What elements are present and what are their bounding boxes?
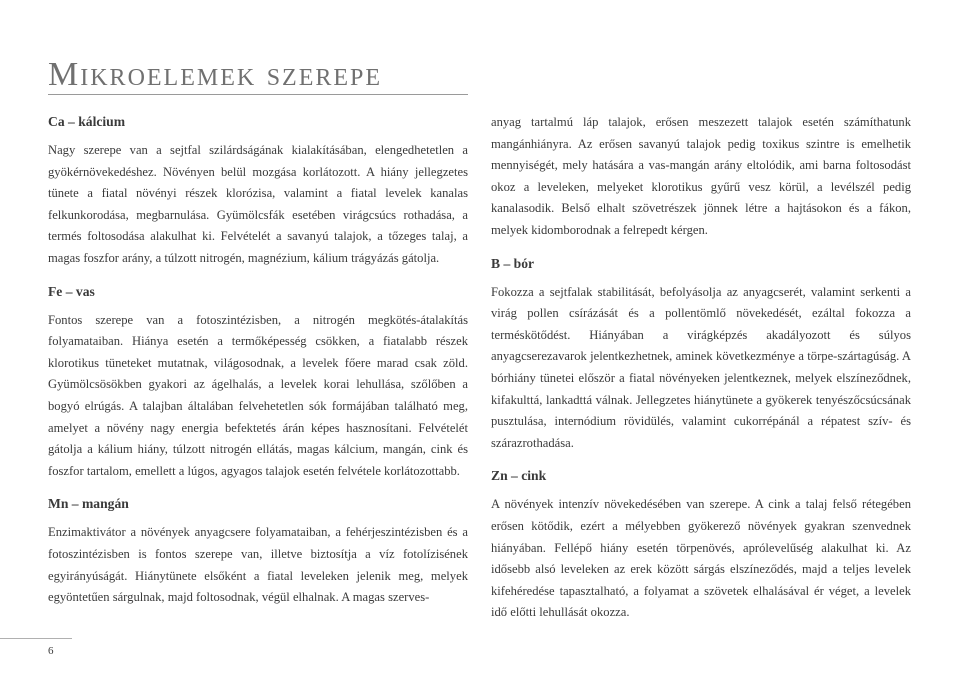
section-heading-zn: Zn – cink <box>491 468 547 484</box>
section-heading-b: B – bór <box>491 255 535 271</box>
section-body-fe: Fontos szerepe van a fotoszintézisben, a nitrogén megkötés-átalakítás folyamataiban. Hiánya esetén a termőképesség csökken, a fiatalabb részek klorotikus tüneteket mutatnak, világosodnak, a levelek főere marad csak zöld. Gyümölcsösökben gyakori az ágelhalás, a levelek korai lehullása, szőlőben a bogyó elrúgás. A talajban általában felvehetetlen sók formájában található meg, amelyet a növény nagy energia befektetés árán képes hasznosítani. Felvételét gátolja a kálium hiány, túlzott nitrogén ellátás, magas kálcium, mangán, cink és foszfor tartalom, emellett a lúgos, agyagos talajok esetén felvétele korlátozottabb. <box>48 312 468 478</box>
section-body-mn-part2: anyag tartalmú láp talajok, erősen meszezett talajok esetén számíthatunk mangánhiányra. Az erősen savanyú talajok pedig toxikus szintre is emelhetik mennyiségét, mely hatására a vas-mangán arány eltolódik, ami barna foltosodást okoz a leveleken, melyeket klorotikus gyűrű vesz körül, a levélszél pedig kanalasodik. Belső elhalt szövetrészek jönnek létre a hajtásokon és a fákon, melyek kidomborodnak a felrepedt kérgen. <box>491 115 911 237</box>
section-heading-ca: Ca – kálcium <box>48 114 126 129</box>
section-body-b: Fokozza a sejtfalak stabilitását, befolyásolja az anyagcserét, valamint serkenti a virág pollen csírázását és a pollentömlő növekedését, ezáltal fokozza a terméskötődést. Hiányában a virágképzés akadályozott és súlyos anyagcserezavarok jelentkezhetnek, aminek következménye a törpe-szártagúság. A bórhiány tünetei először a fiatal növényeken jelentkeznek, melyek elszíneződnek, kifakulttá, lankadttá válnak. Jellegzetes hiánytünete a gyökerek tenyészőcsúcsának pusztulása, internódium rövidülés, valamint cukorrépánál a répatest szív- és szárazrothadása. <box>491 284 911 450</box>
left-column <box>48 110 468 609</box>
section-body-zn: A növények intenzív növekedésében van szerepe. A cink a talaj felső rétegében erősen kötődik, ezért a mélyebben gyökerező növények gyakran szenvednek hiányában. Fellépő hiány esetén törpenövés, aprólevelűség alakulhat ki. Az idősebb alsó leveleken az erek között sárgás elszíneződés, majd a teljes levelek kifehéredése tapasztalható, a folyamat a szövetek elhalásával ér véget, a levelek idő előtti lehullását okozza. <box>491 497 911 620</box>
page-number: 6 <box>48 645 54 657</box>
right-column <box>491 110 911 624</box>
section-body-ca: Nagy szerepe van a sejtfal szilárdságának kialakításában, elengedhetetlen a gyökérnövekedéshez. Növényen belül mozgása korlátozott. A hiány jellegzetes tünete a fiatal növényi részek klorózisa, valamint a fiatal levelek kanalas felkunkorodása, megbarnulása. Gyümölcsfák esetében virágcsúcs rothadása, a termés foltosodása alakulhat ki. Felvételét a savanyú talajok, a tőzeges talaj, a magas foszfor arány, a túlzott nitrogén, magnézium, kálium trágyázás gátolja. <box>48 143 468 265</box>
section-body-mn-part1: Enzimaktivátor a növények anyagcsere folyamataiban, a fehérjeszintézisben és a fotoszintézisben is fontos szerepe van, illetve biztosítja a víz fotolízisének egyirányúságát. Hiánytünete elsőként a fiatal leveleken jelenik meg, melyek egyöntetűen sárgulnak, majd foltosodnak, végül elhalnak. A magas szerves- <box>48 525 468 605</box>
footer-rule <box>0 638 72 639</box>
section-heading-fe: Fe – vas <box>48 283 95 299</box>
section-heading-mn: Mn – mangán <box>48 496 129 512</box>
page-title: Mikroelemek szerepe <box>48 56 383 93</box>
title-underline <box>48 94 468 95</box>
